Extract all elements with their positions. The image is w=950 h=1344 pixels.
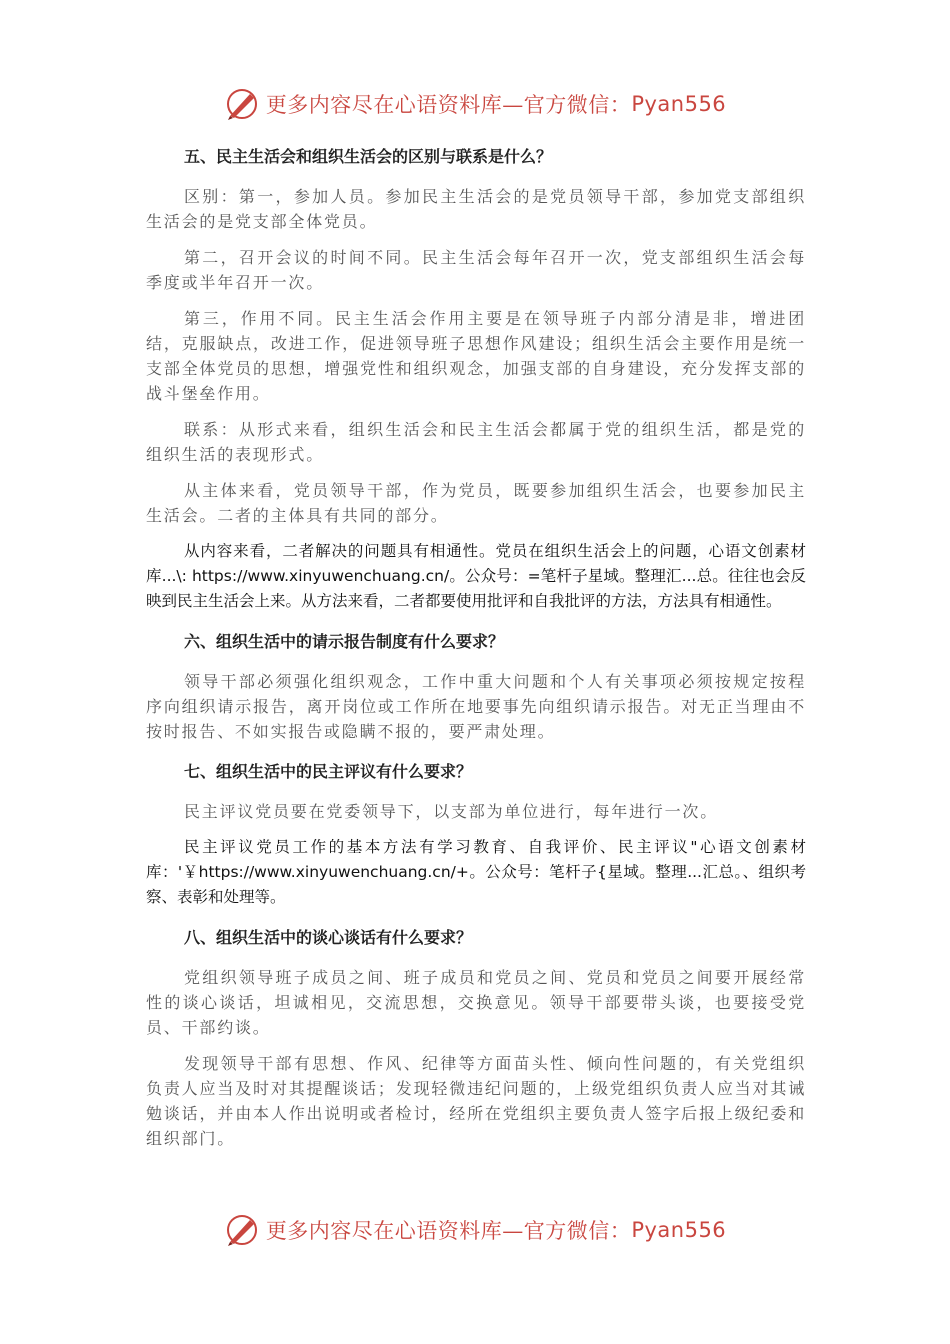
paragraph: 第三，作用不同。民主生活会作用主要是在领导班子内部分清是非，增进团结，克服缺点，改进工作，促进领导班子思想作风建设；组织生活会主要作用是统一支部全体党员的思想，增强党性和组织观念，加强支部的自身建设，充分发挥支部的战斗堡垒作用。 xyxy=(146,309,806,403)
section-heading: 八、组织生活中的谈心谈话有什么要求？ xyxy=(184,928,473,947)
section-heading: 六、组织生活中的请示报告制度有什么要求？ xyxy=(184,632,505,651)
section-heading: 七、组织生活中的民主评议有什么要求？ xyxy=(184,762,473,781)
pen-logo-icon xyxy=(224,1212,260,1248)
pen-logo-icon xyxy=(224,86,260,122)
paragraph: 联系：从形式来看，组织生活会和民主生活会都属于党的组织生活，都是党的组织生活的表现形式。 xyxy=(146,420,806,464)
footer-banner xyxy=(0,1210,950,1250)
paragraph: 发现领导干部有思想、作风、纪律等方面苗头性、倾向性问题的，有关党组织负责人应当及时对其提醒谈话；发现轻微违纪问题的，上级党组织负责人应当对其诫勉谈话，并由本人作出说明或者检讨，经所在党组织主要负责人签字后报上级纪委和组织部门。 xyxy=(146,1054,806,1148)
paragraph: 民主评议党员要在党委领导下，以支部为单位进行，每年进行一次。 xyxy=(184,802,719,821)
paragraph: 领导干部必须强化组织观念，工作中重大问题和个人有关事项必须按规定按程序向组织请示报告，离开岗位或工作所在地要事先向组织请示报告。对无正当理由不按时报告、不如实报告或隐瞒不报的，要严肃处理。 xyxy=(146,672,806,741)
article-body xyxy=(146,140,806,1162)
paragraph: 党组织领导班子成员之间、班子成员和党员之间、党员和党员之间要开展经常性的谈心谈话，坦诚相见，交流思想，交换意见。领导干部要带头谈，也要接受党员、干部约谈。 xyxy=(146,968,806,1037)
banner-text: 更多内容尽在心语资料库—官方微信： xyxy=(265,1219,632,1243)
banner-text: 更多内容尽在心语资料库—官方微信： xyxy=(265,93,632,117)
paragraph-with-link: 从内容来看，二者解决的问题具有相通性。党员在组织生活会上的问题，心语文创素材库...\: https://www.xinyuwenchuang.cn/。公众号：=笔杆子星域。整理汇...总。往往也会反映到民主生活会上来。从方法来看，二者都要使用批评和自我批评的方法，方法具有相通性。 xyxy=(146,542,806,610)
banner-wechat-id: Pyan556 xyxy=(631,1218,727,1242)
paragraph-with-link: 民主评议党员工作的基本方法有学习教育、自我评价、民主评议"心语文创素材库：'￥https://www.xinyuwenchuang.cn/+。公众号：笔杆子{星域。整理...汇总。、组织考察、表彰和处理等。 xyxy=(146,838,806,906)
banner-wechat-id: Pyan556 xyxy=(631,92,727,116)
paragraph: 区别：第一，参加人员。参加民主生活会的是党员领导干部，参加党支部组织生活会的是党支部全体党员。 xyxy=(146,187,806,231)
header-banner xyxy=(0,84,950,124)
paragraph: 第二，召开会议的时间不同。民主生活会每年召开一次，党支部组织生活会每季度或半年召开一次。 xyxy=(146,248,806,292)
paragraph: 从主体来看，党员领导干部，作为党员，既要参加组织生活会，也要参加民主生活会。二者的主体具有共同的部分。 xyxy=(146,481,806,525)
section-heading: 五、民主生活会和组织生活会的区别与联系是什么？ xyxy=(184,147,553,166)
